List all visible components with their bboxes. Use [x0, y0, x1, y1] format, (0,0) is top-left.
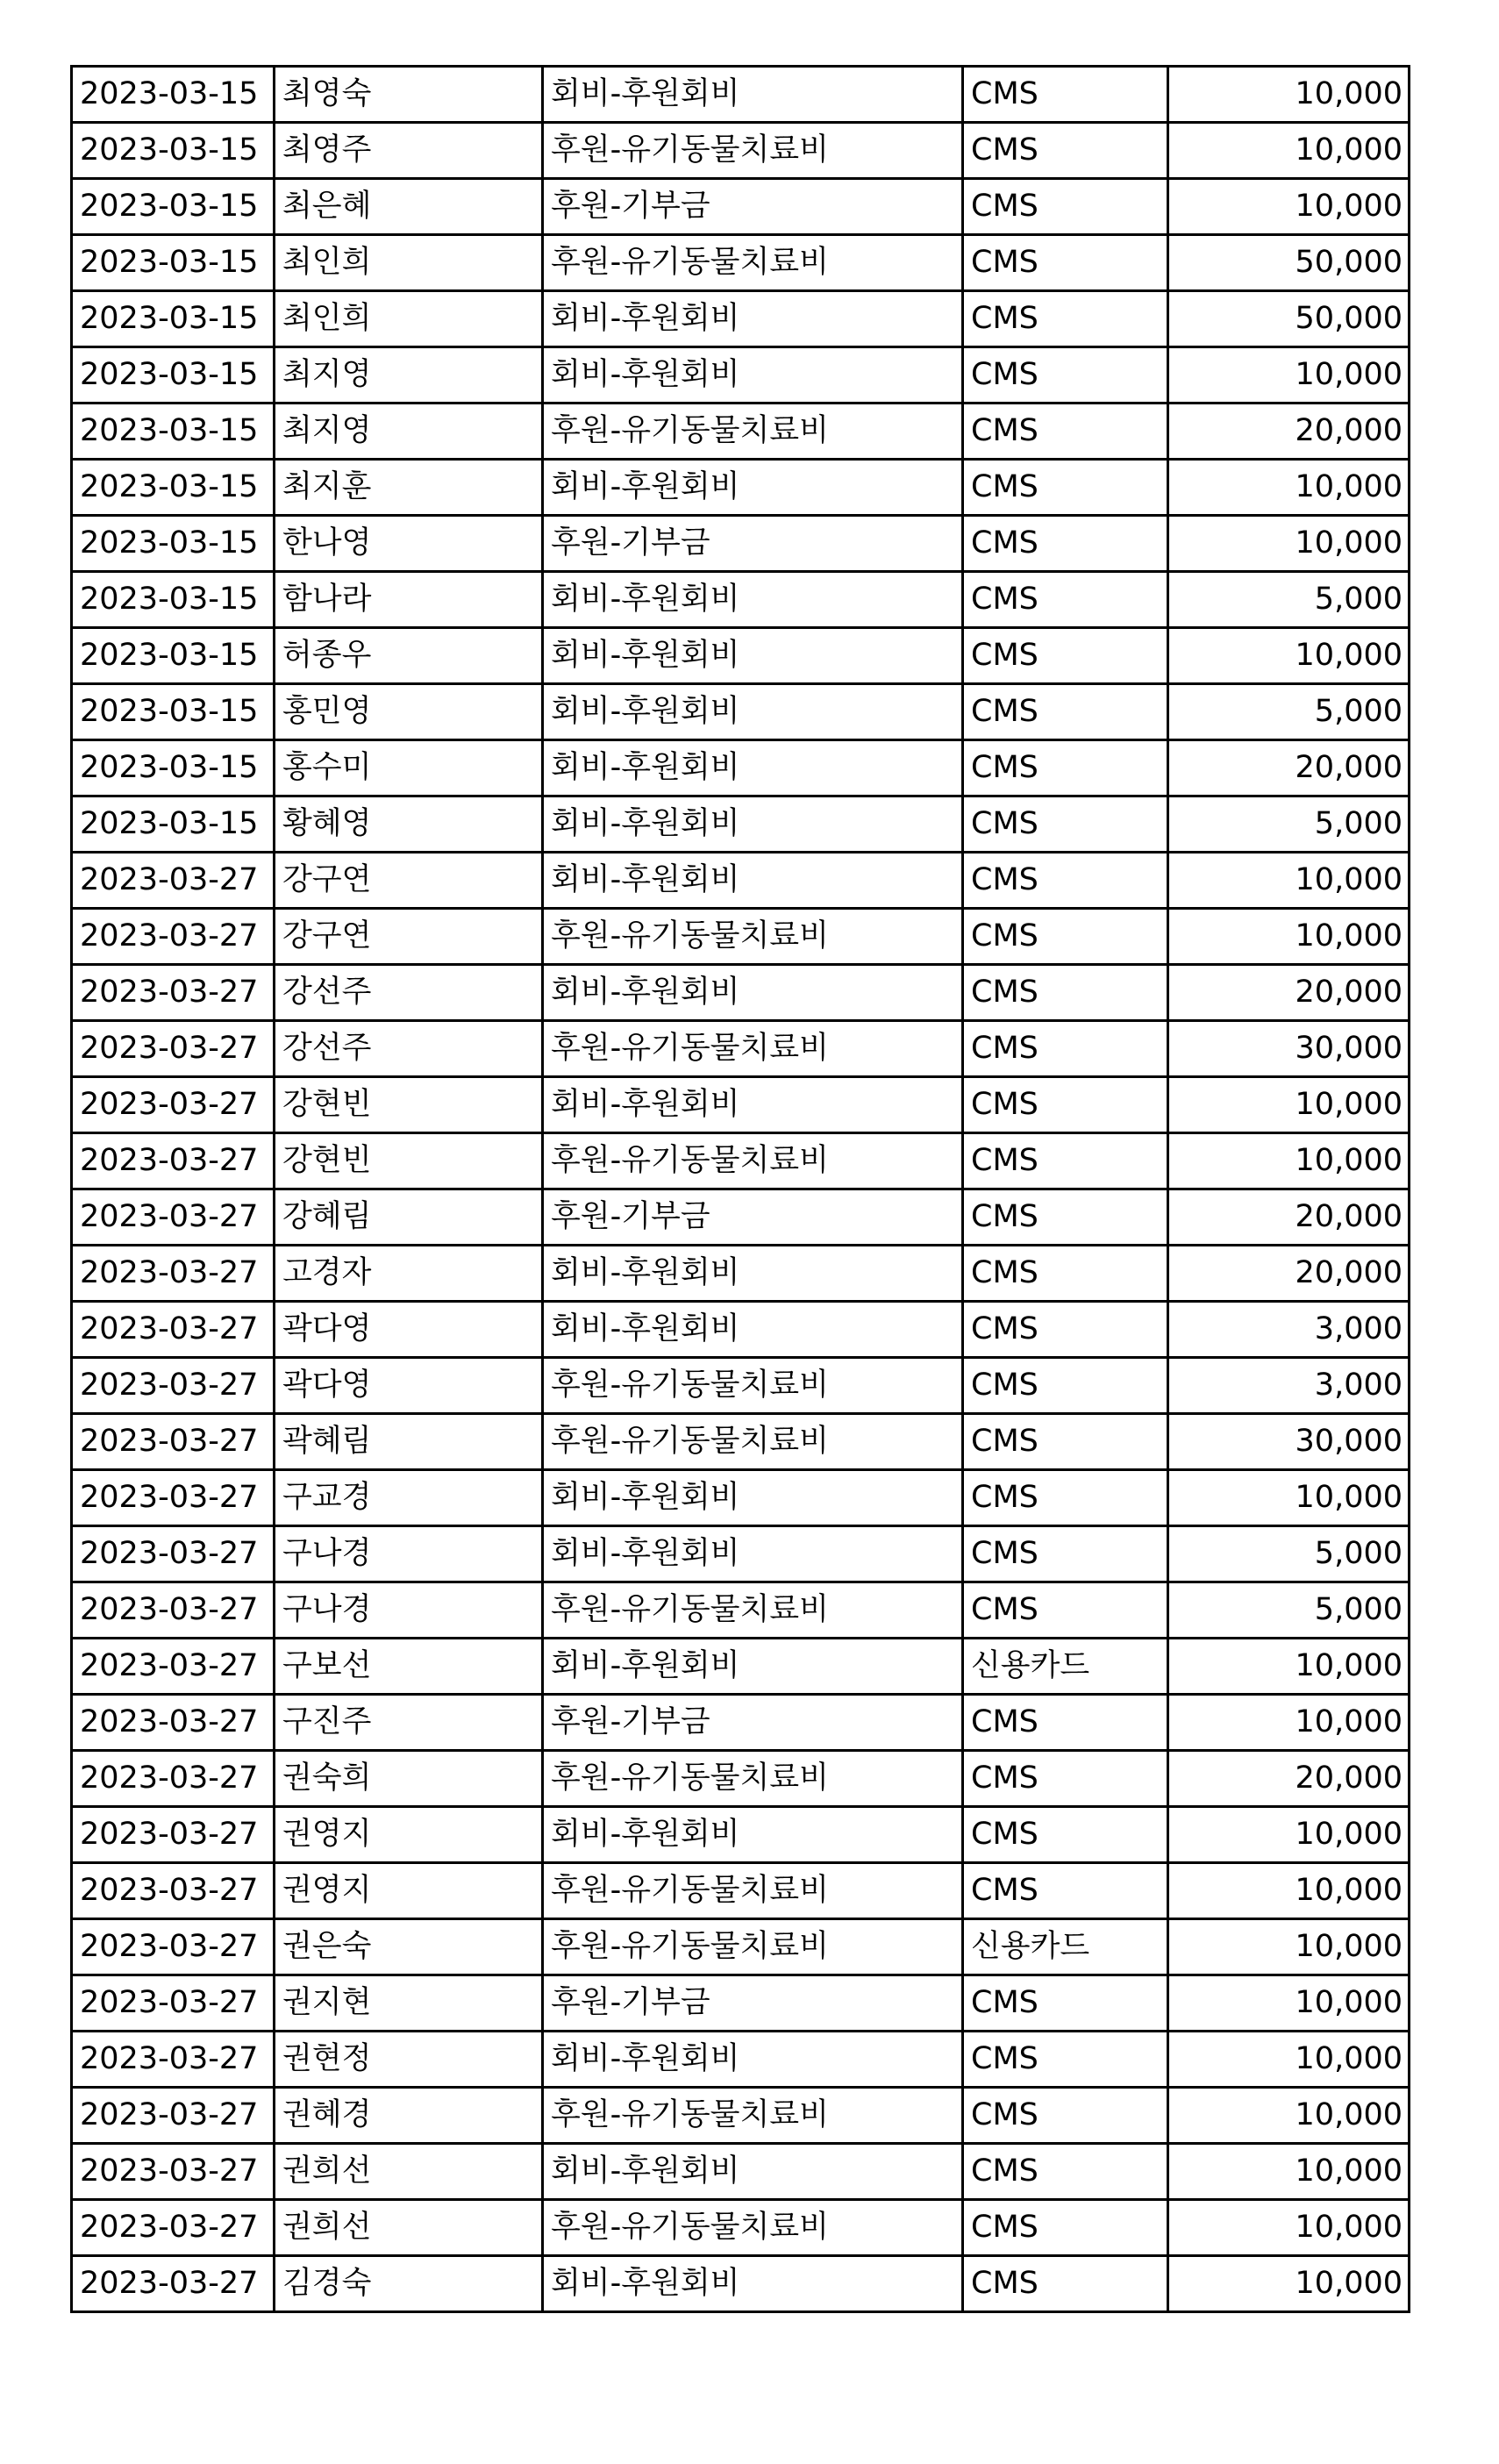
date-cell: 2023-03-27 — [72, 1302, 275, 1358]
payment-method-cell: CMS — [963, 2088, 1168, 2144]
category-cell: 후원-유기동물치료비 — [543, 1021, 963, 1077]
amount-cell: 10,000 — [1168, 1077, 1410, 1133]
table-row — [72, 1919, 1410, 1975]
table-row — [72, 1133, 1410, 1189]
donor-name-cell: 구진주 — [275, 1695, 543, 1751]
table-row — [72, 1302, 1410, 1358]
category-cell: 후원-유기동물치료비 — [543, 1919, 963, 1975]
donor-name-cell: 권영지 — [275, 1863, 543, 1919]
table-row — [72, 572, 1410, 628]
donor-name-cell: 강선주 — [275, 1021, 543, 1077]
category-cell: 회비-후원회비 — [543, 460, 963, 516]
category-cell: 회비-후원회비 — [543, 1302, 963, 1358]
category-cell: 후원-기부금 — [543, 179, 963, 235]
donor-name-cell: 강구연 — [275, 853, 543, 909]
amount-cell: 5,000 — [1168, 572, 1410, 628]
table-row — [72, 235, 1410, 291]
date-cell: 2023-03-27 — [72, 1807, 275, 1863]
date-cell: 2023-03-15 — [72, 796, 275, 853]
payment-method-cell: CMS — [963, 2256, 1168, 2312]
date-cell: 2023-03-27 — [72, 2032, 275, 2088]
date-cell: 2023-03-27 — [72, 1133, 275, 1189]
donor-name-cell: 강현빈 — [275, 1077, 543, 1133]
table-row — [72, 460, 1410, 516]
table-row — [72, 347, 1410, 404]
category-cell: 후원-기부금 — [543, 1189, 963, 1246]
category-cell: 회비-후원회비 — [543, 572, 963, 628]
ledger-body — [72, 67, 1410, 2312]
table-row — [72, 1358, 1410, 1414]
table-row — [72, 67, 1410, 123]
amount-cell: 5,000 — [1168, 796, 1410, 853]
date-cell: 2023-03-27 — [72, 965, 275, 1021]
table-row — [72, 1246, 1410, 1302]
donor-name-cell: 허종우 — [275, 628, 543, 684]
date-cell: 2023-03-27 — [72, 1863, 275, 1919]
table-row — [72, 2032, 1410, 2088]
payment-method-cell: CMS — [963, 1077, 1168, 1133]
donor-name-cell: 권지현 — [275, 1975, 543, 2032]
donor-name-cell: 곽혜림 — [275, 1414, 543, 1470]
table-row — [72, 853, 1410, 909]
payment-method-cell: CMS — [963, 516, 1168, 572]
donor-name-cell: 최인희 — [275, 235, 543, 291]
amount-cell: 10,000 — [1168, 2256, 1410, 2312]
category-cell: 회비-후원회비 — [543, 291, 963, 347]
payment-method-cell: CMS — [963, 1414, 1168, 1470]
donor-name-cell: 홍수미 — [275, 740, 543, 796]
payment-method-cell: CMS — [963, 460, 1168, 516]
table-row — [72, 123, 1410, 179]
payment-method-cell: CMS — [963, 1189, 1168, 1246]
table-row — [72, 684, 1410, 740]
payment-method-cell: CMS — [963, 2200, 1168, 2256]
date-cell: 2023-03-15 — [72, 404, 275, 460]
category-cell: 후원-기부금 — [543, 516, 963, 572]
amount-cell: 10,000 — [1168, 347, 1410, 404]
date-cell: 2023-03-27 — [72, 2200, 275, 2256]
amount-cell: 10,000 — [1168, 1863, 1410, 1919]
category-cell: 후원-유기동물치료비 — [543, 1751, 963, 1807]
table-row — [72, 796, 1410, 853]
payment-method-cell: CMS — [963, 179, 1168, 235]
date-cell: 2023-03-27 — [72, 853, 275, 909]
donor-name-cell: 구교경 — [275, 1470, 543, 1526]
amount-cell: 10,000 — [1168, 2200, 1410, 2256]
date-cell: 2023-03-27 — [72, 1470, 275, 1526]
donor-name-cell: 최인희 — [275, 291, 543, 347]
table-row — [72, 2256, 1410, 2312]
payment-method-cell: CMS — [963, 796, 1168, 853]
amount-cell: 20,000 — [1168, 1246, 1410, 1302]
donor-name-cell: 함나라 — [275, 572, 543, 628]
category-cell: 후원-유기동물치료비 — [543, 1582, 963, 1639]
amount-cell: 10,000 — [1168, 123, 1410, 179]
table-row — [72, 2088, 1410, 2144]
payment-method-cell: CMS — [963, 1751, 1168, 1807]
payment-method-cell: 신용카드 — [963, 1639, 1168, 1695]
category-cell: 회비-후원회비 — [543, 1526, 963, 1582]
amount-cell: 10,000 — [1168, 1695, 1410, 1751]
amount-cell: 5,000 — [1168, 1526, 1410, 1582]
table-row — [72, 1414, 1410, 1470]
date-cell: 2023-03-15 — [72, 572, 275, 628]
category-cell: 회비-후원회비 — [543, 2144, 963, 2200]
category-cell: 회비-후원회비 — [543, 853, 963, 909]
date-cell: 2023-03-15 — [72, 67, 275, 123]
category-cell: 후원-유기동물치료비 — [543, 2088, 963, 2144]
table-row — [72, 1526, 1410, 1582]
amount-cell: 3,000 — [1168, 1302, 1410, 1358]
date-cell: 2023-03-27 — [72, 909, 275, 965]
donor-name-cell: 강구연 — [275, 909, 543, 965]
donor-name-cell: 곽다영 — [275, 1302, 543, 1358]
donor-name-cell: 구나경 — [275, 1526, 543, 1582]
category-cell: 후원-유기동물치료비 — [543, 1358, 963, 1414]
category-cell: 후원-유기동물치료비 — [543, 1133, 963, 1189]
category-cell: 후원-유기동물치료비 — [543, 235, 963, 291]
donor-name-cell: 곽다영 — [275, 1358, 543, 1414]
date-cell: 2023-03-27 — [72, 2088, 275, 2144]
amount-cell: 10,000 — [1168, 1639, 1410, 1695]
table-row — [72, 1863, 1410, 1919]
category-cell: 회비-후원회비 — [543, 347, 963, 404]
payment-method-cell: CMS — [963, 909, 1168, 965]
date-cell: 2023-03-15 — [72, 740, 275, 796]
payment-method-cell: CMS — [963, 1807, 1168, 1863]
table-row — [72, 909, 1410, 965]
date-cell: 2023-03-15 — [72, 123, 275, 179]
category-cell: 후원-유기동물치료비 — [543, 1414, 963, 1470]
donor-name-cell: 최은혜 — [275, 179, 543, 235]
table-row — [72, 1807, 1410, 1863]
donor-name-cell: 강선주 — [275, 965, 543, 1021]
category-cell: 회비-후원회비 — [543, 796, 963, 853]
donor-name-cell: 최지영 — [275, 347, 543, 404]
date-cell: 2023-03-27 — [72, 1695, 275, 1751]
amount-cell: 5,000 — [1168, 684, 1410, 740]
payment-method-cell: CMS — [963, 2144, 1168, 2200]
donor-name-cell: 홍민영 — [275, 684, 543, 740]
payment-method-cell: CMS — [963, 1975, 1168, 2032]
category-cell: 회비-후원회비 — [543, 2032, 963, 2088]
date-cell: 2023-03-15 — [72, 347, 275, 404]
table-row — [72, 1975, 1410, 2032]
amount-cell: 10,000 — [1168, 628, 1410, 684]
category-cell: 회비-후원회비 — [543, 1639, 963, 1695]
donor-name-cell: 강현빈 — [275, 1133, 543, 1189]
category-cell: 후원-유기동물치료비 — [543, 909, 963, 965]
amount-cell: 20,000 — [1168, 965, 1410, 1021]
payment-method-cell: CMS — [963, 1863, 1168, 1919]
payment-method-cell: CMS — [963, 1470, 1168, 1526]
donor-name-cell: 권희선 — [275, 2144, 543, 2200]
amount-cell: 10,000 — [1168, 1975, 1410, 2032]
category-cell: 회비-후원회비 — [543, 1807, 963, 1863]
date-cell: 2023-03-27 — [72, 1975, 275, 2032]
table-row — [72, 1582, 1410, 1639]
amount-cell: 10,000 — [1168, 516, 1410, 572]
category-cell: 후원-유기동물치료비 — [543, 2200, 963, 2256]
amount-cell: 10,000 — [1168, 1470, 1410, 1526]
payment-method-cell: CMS — [963, 684, 1168, 740]
table-row — [72, 291, 1410, 347]
donor-name-cell: 구보선 — [275, 1639, 543, 1695]
table-row — [72, 965, 1410, 1021]
amount-cell: 50,000 — [1168, 235, 1410, 291]
amount-cell: 20,000 — [1168, 1751, 1410, 1807]
donor-name-cell: 김경숙 — [275, 2256, 543, 2312]
date-cell: 2023-03-15 — [72, 628, 275, 684]
donor-name-cell: 최지영 — [275, 404, 543, 460]
payment-method-cell: CMS — [963, 1582, 1168, 1639]
payment-method-cell: CMS — [963, 628, 1168, 684]
table-row — [72, 516, 1410, 572]
payment-method-cell: CMS — [963, 2032, 1168, 2088]
table-row — [72, 1639, 1410, 1695]
payment-method-cell: CMS — [963, 853, 1168, 909]
donor-name-cell: 권희선 — [275, 2200, 543, 2256]
table-row — [72, 628, 1410, 684]
table-row — [72, 1077, 1410, 1133]
donor-name-cell: 권영지 — [275, 1807, 543, 1863]
category-cell: 후원-기부금 — [543, 1695, 963, 1751]
payment-method-cell: CMS — [963, 965, 1168, 1021]
amount-cell: 10,000 — [1168, 67, 1410, 123]
date-cell: 2023-03-27 — [72, 1751, 275, 1807]
payment-method-cell: CMS — [963, 572, 1168, 628]
category-cell: 회비-후원회비 — [543, 628, 963, 684]
payment-method-cell: CMS — [963, 1246, 1168, 1302]
amount-cell: 10,000 — [1168, 179, 1410, 235]
donor-name-cell: 강혜림 — [275, 1189, 543, 1246]
payment-method-cell: CMS — [963, 291, 1168, 347]
category-cell: 회비-후원회비 — [543, 67, 963, 123]
amount-cell: 10,000 — [1168, 1807, 1410, 1863]
amount-cell: 10,000 — [1168, 853, 1410, 909]
amount-cell: 10,000 — [1168, 460, 1410, 516]
payment-method-cell: CMS — [963, 404, 1168, 460]
amount-cell: 10,000 — [1168, 2088, 1410, 2144]
donor-name-cell: 구나경 — [275, 1582, 543, 1639]
date-cell: 2023-03-27 — [72, 1077, 275, 1133]
amount-cell: 20,000 — [1168, 740, 1410, 796]
date-cell: 2023-03-15 — [72, 460, 275, 516]
donor-name-cell: 최영주 — [275, 123, 543, 179]
date-cell: 2023-03-15 — [72, 516, 275, 572]
donation-ledger-table — [70, 65, 1410, 2313]
payment-method-cell: CMS — [963, 1021, 1168, 1077]
payment-method-cell: CMS — [963, 1695, 1168, 1751]
category-cell: 후원-기부금 — [543, 1975, 963, 2032]
table-row — [72, 179, 1410, 235]
date-cell: 2023-03-27 — [72, 2144, 275, 2200]
donor-name-cell: 한나영 — [275, 516, 543, 572]
donor-name-cell: 황혜영 — [275, 796, 543, 853]
date-cell: 2023-03-27 — [72, 1526, 275, 1582]
date-cell: 2023-03-27 — [72, 1414, 275, 1470]
amount-cell: 10,000 — [1168, 2032, 1410, 2088]
amount-cell: 10,000 — [1168, 909, 1410, 965]
category-cell: 회비-후원회비 — [543, 2256, 963, 2312]
date-cell: 2023-03-27 — [72, 1246, 275, 1302]
table-row — [72, 1021, 1410, 1077]
category-cell: 회비-후원회비 — [543, 1246, 963, 1302]
date-cell: 2023-03-27 — [72, 1919, 275, 1975]
amount-cell: 20,000 — [1168, 404, 1410, 460]
donor-name-cell: 고경자 — [275, 1246, 543, 1302]
category-cell: 회비-후원회비 — [543, 740, 963, 796]
payment-method-cell: CMS — [963, 235, 1168, 291]
date-cell: 2023-03-27 — [72, 1021, 275, 1077]
donor-name-cell: 최영숙 — [275, 67, 543, 123]
amount-cell: 10,000 — [1168, 1919, 1410, 1975]
payment-method-cell: CMS — [963, 740, 1168, 796]
category-cell: 회비-후원회비 — [543, 1470, 963, 1526]
amount-cell: 5,000 — [1168, 1582, 1410, 1639]
table-row — [72, 2200, 1410, 2256]
payment-method-cell: 신용카드 — [963, 1919, 1168, 1975]
table-row — [72, 2144, 1410, 2200]
table-row — [72, 1751, 1410, 1807]
amount-cell: 30,000 — [1168, 1021, 1410, 1077]
donor-name-cell: 권은숙 — [275, 1919, 543, 1975]
date-cell: 2023-03-27 — [72, 1189, 275, 1246]
payment-method-cell: CMS — [963, 347, 1168, 404]
donor-name-cell: 권숙희 — [275, 1751, 543, 1807]
table-row — [72, 404, 1410, 460]
category-cell: 후원-유기동물치료비 — [543, 123, 963, 179]
payment-method-cell: CMS — [963, 1526, 1168, 1582]
donor-name-cell: 권현정 — [275, 2032, 543, 2088]
amount-cell: 30,000 — [1168, 1414, 1410, 1470]
donor-name-cell: 권혜경 — [275, 2088, 543, 2144]
amount-cell: 20,000 — [1168, 1189, 1410, 1246]
table-row — [72, 740, 1410, 796]
table-row — [72, 1695, 1410, 1751]
category-cell: 회비-후원회비 — [543, 684, 963, 740]
date-cell: 2023-03-15 — [72, 179, 275, 235]
category-cell: 후원-유기동물치료비 — [543, 404, 963, 460]
date-cell: 2023-03-15 — [72, 684, 275, 740]
amount-cell: 3,000 — [1168, 1358, 1410, 1414]
amount-cell: 10,000 — [1168, 1133, 1410, 1189]
payment-method-cell: CMS — [963, 1302, 1168, 1358]
donor-name-cell: 최지훈 — [275, 460, 543, 516]
date-cell: 2023-03-27 — [72, 1639, 275, 1695]
payment-method-cell: CMS — [963, 67, 1168, 123]
date-cell: 2023-03-27 — [72, 2256, 275, 2312]
date-cell: 2023-03-27 — [72, 1358, 275, 1414]
amount-cell: 50,000 — [1168, 291, 1410, 347]
payment-method-cell: CMS — [963, 123, 1168, 179]
category-cell: 회비-후원회비 — [543, 1077, 963, 1133]
payment-method-cell: CMS — [963, 1358, 1168, 1414]
category-cell: 회비-후원회비 — [543, 965, 963, 1021]
date-cell: 2023-03-15 — [72, 235, 275, 291]
table-row — [72, 1470, 1410, 1526]
date-cell: 2023-03-15 — [72, 291, 275, 347]
table-row — [72, 1189, 1410, 1246]
payment-method-cell: CMS — [963, 1133, 1168, 1189]
amount-cell: 10,000 — [1168, 2144, 1410, 2200]
date-cell: 2023-03-27 — [72, 1582, 275, 1639]
category-cell: 후원-유기동물치료비 — [543, 1863, 963, 1919]
